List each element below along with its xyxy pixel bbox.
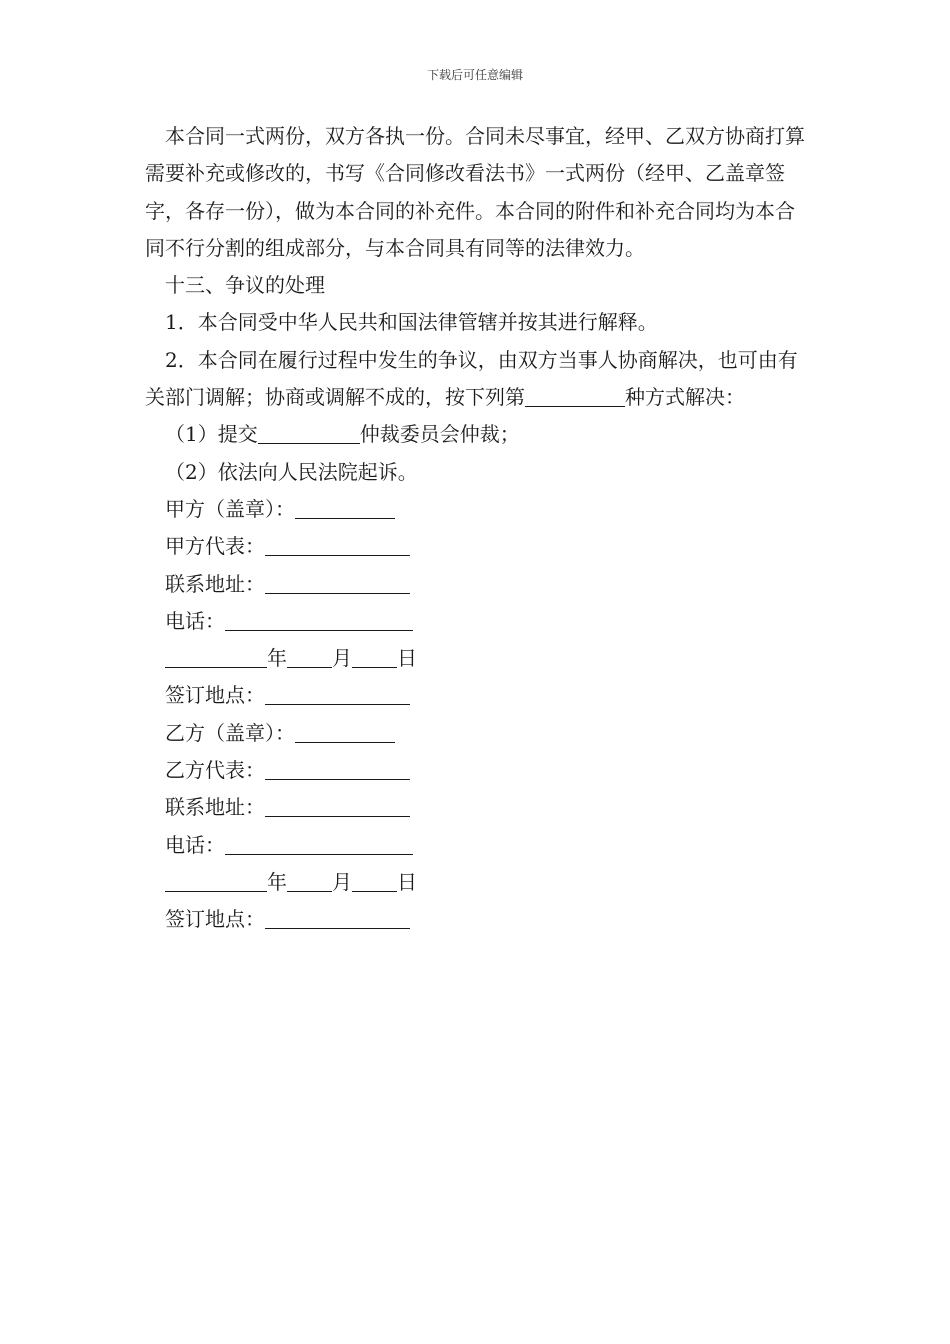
party-b-place-row xyxy=(145,901,810,938)
party-b-month-blank xyxy=(287,867,332,892)
party-b-phone-row xyxy=(145,827,810,864)
party-b-year-blank xyxy=(165,867,267,892)
option-arbitration-suffix: 仲裁委员会仲裁； xyxy=(359,422,520,447)
party-a-phone-label: 电话： xyxy=(165,608,225,633)
party-b-rep-blank xyxy=(265,755,410,780)
paragraph-copies: 本合同一式两份，双方各执一份。合同未尽事宜，经甲、乙双方协商打算需要补充或修改的，书写《合同修改看法书》一式两份（经甲、乙盖章签字，各存一份），做为本合同的补充件。本合同的附件和补充合同均为本合同不行分割的组成部分，与本合同具有同等的法律效力。 xyxy=(145,124,805,260)
party-b-address-row xyxy=(145,789,810,826)
party-b-phone-label: 电话： xyxy=(165,832,225,857)
party-b-rep-row xyxy=(145,752,810,789)
day-label: 日 xyxy=(397,869,417,894)
party-a-place-blank xyxy=(265,680,410,705)
party-a-seal-blank xyxy=(295,494,395,519)
party-a-rep-row xyxy=(145,528,810,565)
party-a-address-row xyxy=(145,566,810,603)
day-label: 日 xyxy=(397,646,417,671)
party-a-seal-row xyxy=(145,491,810,528)
clause-text-after-blank: 种方式解决： xyxy=(625,385,745,410)
year-label: 年 xyxy=(267,869,287,894)
party-b-date-row xyxy=(145,864,810,901)
year-label: 年 xyxy=(267,646,287,671)
party-a-place-row xyxy=(145,677,810,714)
arbitration-committee-blank xyxy=(258,419,360,444)
party-b-address-label: 联系地址： xyxy=(165,795,265,820)
party-b-place-blank xyxy=(265,904,410,929)
party-a-month-blank xyxy=(287,643,332,668)
page-header: 下载后可任意编辑 xyxy=(426,68,523,82)
party-a-phone-row xyxy=(145,603,810,640)
party-a-address-label: 联系地址： xyxy=(165,571,265,596)
contract-body xyxy=(145,118,810,939)
party-a-rep-blank xyxy=(265,531,410,556)
party-b-day-blank xyxy=(352,867,397,892)
party-b-phone-blank xyxy=(225,830,413,855)
section-title-dispute: 十三、争议的处理 xyxy=(165,273,325,298)
party-a-day-blank xyxy=(352,643,397,668)
party-a-seal-label: 甲方（盖章）： xyxy=(165,496,295,521)
party-a-phone-blank xyxy=(225,606,413,631)
party-a-year-blank xyxy=(165,643,267,668)
party-a-rep-label: 甲方代表： xyxy=(165,534,265,559)
party-b-rep-label: 乙方代表： xyxy=(165,758,265,783)
method-number-blank xyxy=(525,382,625,407)
option-arbitration xyxy=(145,416,810,453)
party-a-place-label: 签订地点： xyxy=(165,683,265,708)
party-b-place-label: 签订地点： xyxy=(165,907,265,932)
party-a-address-blank xyxy=(265,569,410,594)
party-b-seal-label: 乙方（盖章）： xyxy=(165,720,295,745)
month-label: 月 xyxy=(332,646,352,671)
option-arbitration-label: （1）提交 xyxy=(165,422,258,447)
clause-text-before-blank: 2．本合同在履行过程中发生的争议，由双方当事人协商解决，也可由有关部门调解；协商或调解不成的，按下列第 xyxy=(145,347,798,410)
clause-dispute-resolution xyxy=(145,342,810,417)
clause-governing-law: 1．本合同受中华人民共和国法律管辖并按其进行解释。 xyxy=(165,310,658,335)
party-b-seal-row xyxy=(145,715,810,752)
party-b-address-blank xyxy=(265,792,410,817)
party-a-date-row xyxy=(145,640,810,677)
party-b-seal-blank xyxy=(295,718,395,743)
month-label: 月 xyxy=(332,869,352,894)
option-court: （2）依法向人民法院起诉。 xyxy=(165,459,418,484)
